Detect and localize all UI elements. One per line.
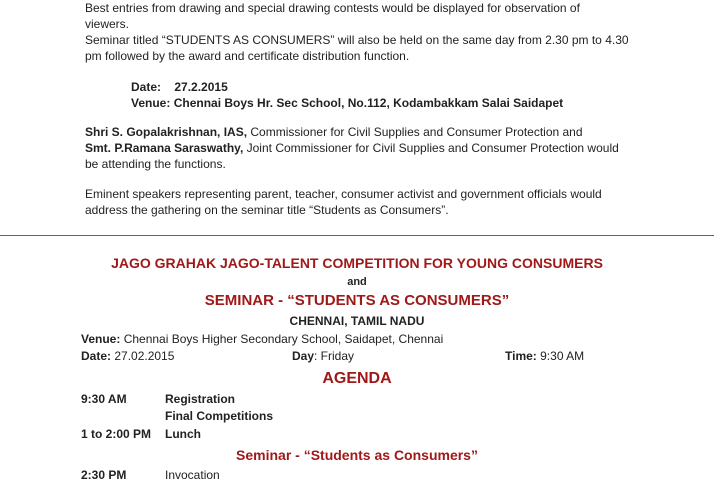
intro-paragraph — [85, 0, 631, 64]
agenda-time: 2:30 PM — [81, 468, 127, 482]
time-label: Time: — [505, 349, 537, 363]
agenda-activity: Final Competitions — [165, 409, 273, 423]
agenda-activity: Invocation — [165, 468, 220, 482]
officials-line — [85, 140, 631, 156]
officials-paragraph — [85, 124, 631, 172]
venue-label: Venue: — [81, 332, 121, 346]
event-date — [131, 79, 228, 96]
officials-line — [85, 124, 631, 140]
time-line — [505, 349, 584, 364]
official-name: Shri S. Gopalakrishnan, IAS, — [85, 125, 248, 139]
and-text: and — [347, 276, 367, 288]
event-venue-label: Venue: — [131, 96, 171, 110]
speakers-line: address the gathering on the seminar title “Students as Consumers”. — [85, 203, 449, 217]
venue-value: Chennai Boys Higher Secondary School, Saidapet, Chennai — [120, 332, 444, 346]
agenda-heading: AGENDA — [322, 370, 392, 387]
section-divider — [0, 235, 714, 236]
date-value: 27.02.2015 — [111, 349, 175, 363]
venue-line — [81, 332, 443, 347]
event-date-label: Date: — [131, 80, 162, 94]
speakers-paragraph — [85, 186, 631, 218]
officials-line: be attending the functions. — [85, 157, 226, 171]
date-line — [81, 349, 174, 364]
event-date-value: 27.2.2015 — [174, 80, 228, 94]
day-value: : Friday — [314, 349, 355, 363]
speakers-line: Eminent speakers representing parent, teacher, consumer activist and government officials would — [85, 187, 602, 201]
competition-title: JAGO GRAHAK JAGO-TALENT COMPETITION FOR YOUNG CONSUMERS — [111, 255, 603, 271]
official-name: Smt. P.Ramana Saraswathy, — [85, 141, 244, 155]
event-venue-value: Chennai Boys Hr. Sec School, No.112, Kodambakkam Salai Saidapet — [173, 96, 564, 110]
intro-line: Best entries from drawing and special drawing contests would be displayed for observation of — [85, 1, 580, 15]
seminar-subheading: Seminar - “Students as Consumers” — [236, 447, 478, 463]
day-line — [292, 349, 354, 364]
seminar-title: SEMINAR - “STUDENTS AS CONSUMERS” — [204, 292, 510, 309]
intro-line: viewers. — [85, 17, 130, 31]
agenda-time: 9:30 AM — [81, 392, 127, 406]
agenda-time: 1 to 2:00 PM — [81, 427, 152, 441]
official-role: Commissioner for Civil Supplies and Consumer Protection and — [247, 125, 583, 139]
location-title: CHENNAI, TAMIL NADU — [289, 314, 425, 328]
agenda-activity: Registration — [165, 392, 236, 406]
official-role: Joint Commissioner for Civil Supplies and Consumer Protection would — [243, 141, 619, 155]
intro-line: Seminar titled “STUDENTS AS CONSUMERS” will also be held on the same day from 2.30 pm to 4.30 — [85, 33, 629, 47]
time-value: 9:30 AM — [536, 349, 585, 363]
agenda-activity: Lunch — [165, 427, 201, 441]
intro-line: pm followed by the award and certificate distribution function. — [85, 49, 410, 63]
date-label: Date: — [81, 349, 112, 363]
day-label: Day — [292, 349, 315, 363]
event-venue — [131, 95, 563, 112]
